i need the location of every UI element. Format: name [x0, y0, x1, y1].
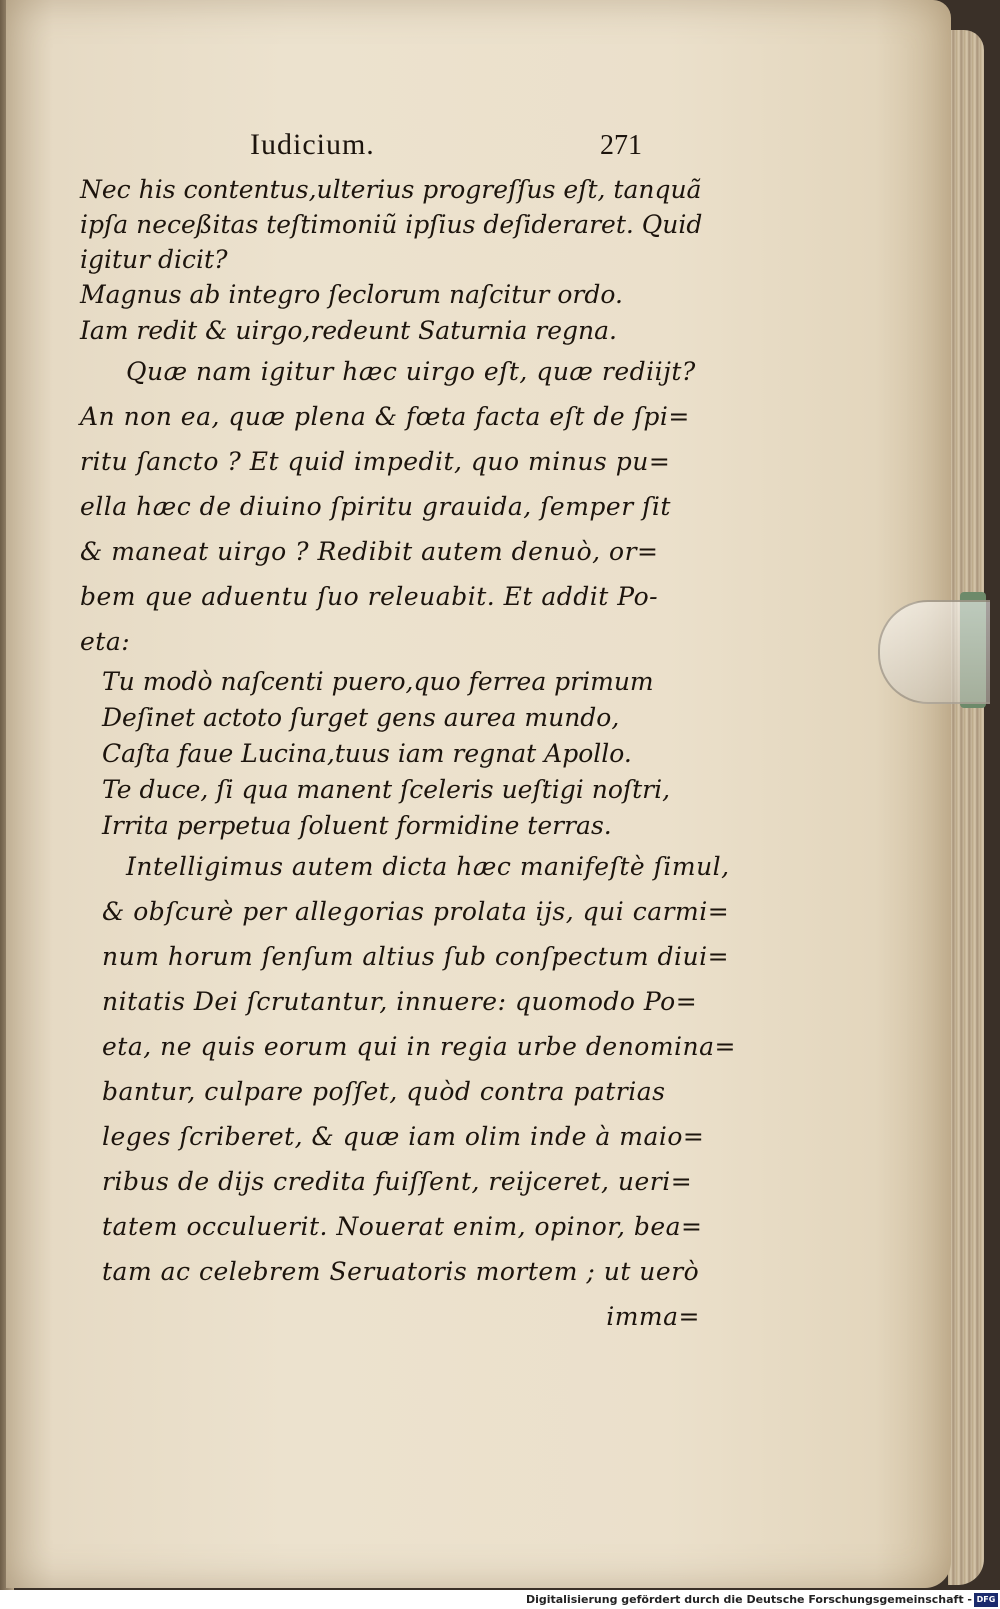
text-line: igitur dicit?	[80, 245, 228, 274]
text-line: bem que aduentu ſuo releuabit. Et addit Po-	[80, 582, 659, 611]
paragraph-1	[80, 172, 703, 277]
footer-bar	[0, 1592, 1000, 1609]
text-line: Intelligimus autem dicta hæc manifeſtè ſimul,	[126, 852, 730, 881]
verse-1	[80, 277, 700, 349]
text-line: ritu ſancto ? Et quid impedit, quo minus pu=	[80, 447, 671, 476]
verse-line: Deſinet actoto ſurget gens aurea mundo,	[102, 703, 620, 732]
page-clip	[878, 600, 990, 704]
text-line: eta, ne quis eorum qui in regia urbe denomina=	[102, 1032, 736, 1061]
page-header	[80, 128, 700, 172]
paragraph-3	[80, 844, 736, 1339]
text-line: ipſa neceßitas teſtimoniũ ipſius deſideraret. Quid	[80, 210, 703, 239]
page-number: 271	[600, 130, 642, 161]
verse-line: Tu modò naſcenti puero,quo ferrea primum	[102, 667, 654, 696]
verse-line: Iam redit & uirgo,redeunt Saturnia regna.	[80, 316, 617, 345]
verse-line: Caſta faue Lucina,tuus iam regnat Apollo.	[102, 739, 632, 768]
page-text	[80, 128, 736, 1339]
catchword: imma=	[606, 1302, 700, 1331]
text-line: bantur, culpare poſſet, quòd contra patrias	[102, 1077, 666, 1106]
text-line: An non ea, quæ plena & fœta facta eſt de ſpi=	[80, 402, 690, 431]
verse-2	[80, 664, 700, 844]
verse-line: Magnus ab integro ſeclorum naſcitur ordo.	[80, 280, 623, 309]
verse-line: Te duce, ſi qua manent ſceleris ueſtigi noſtri,	[102, 775, 671, 804]
page-edges	[948, 30, 984, 1585]
funding-credit: Digitalisierung gefördert durch die Deutsche Forschungsgemeinschaft -	[525, 1593, 972, 1606]
text-line: ella hæc de diuino ſpiritu grauida, ſemper ſit	[80, 492, 671, 521]
text-line: tam ac celebrem Seruatoris mortem ; ut uerò	[102, 1257, 700, 1286]
text-line: Quæ nam igitur hæc uirgo eſt, quæ rediijt?	[126, 357, 696, 386]
dfg-logo: DFG	[974, 1593, 998, 1607]
text-line: ribus de dijs credita fuiſſent, reijceret, ueri=	[102, 1167, 693, 1196]
text-line: eta:	[80, 627, 131, 656]
text-line: leges ſcriberet, & quæ iam olim inde à maio=	[102, 1122, 705, 1151]
text-line: tatem occuluerit. Nouerat enim, opinor, bea=	[102, 1212, 703, 1241]
text-line: & maneat uirgo ? Redibit autem denuò, or=	[80, 537, 659, 566]
text-line: nitatis Dei ſcrutantur, innuere: quomodo Po=	[102, 987, 698, 1016]
paragraph-2	[80, 349, 700, 664]
running-head: Iudicium.	[250, 128, 375, 161]
text-line: Nec his contentus,ulterius progreſſus eſt, tanquã	[80, 175, 702, 204]
text-line: num horum ſenſum altius ſub conſpectum diui=	[102, 942, 730, 971]
verse-line: Irrita perpetua ſoluent formidine terras.	[102, 811, 612, 840]
text-line: & obſcurè per allegorias prolata ijs, qui carmi=	[102, 897, 730, 926]
